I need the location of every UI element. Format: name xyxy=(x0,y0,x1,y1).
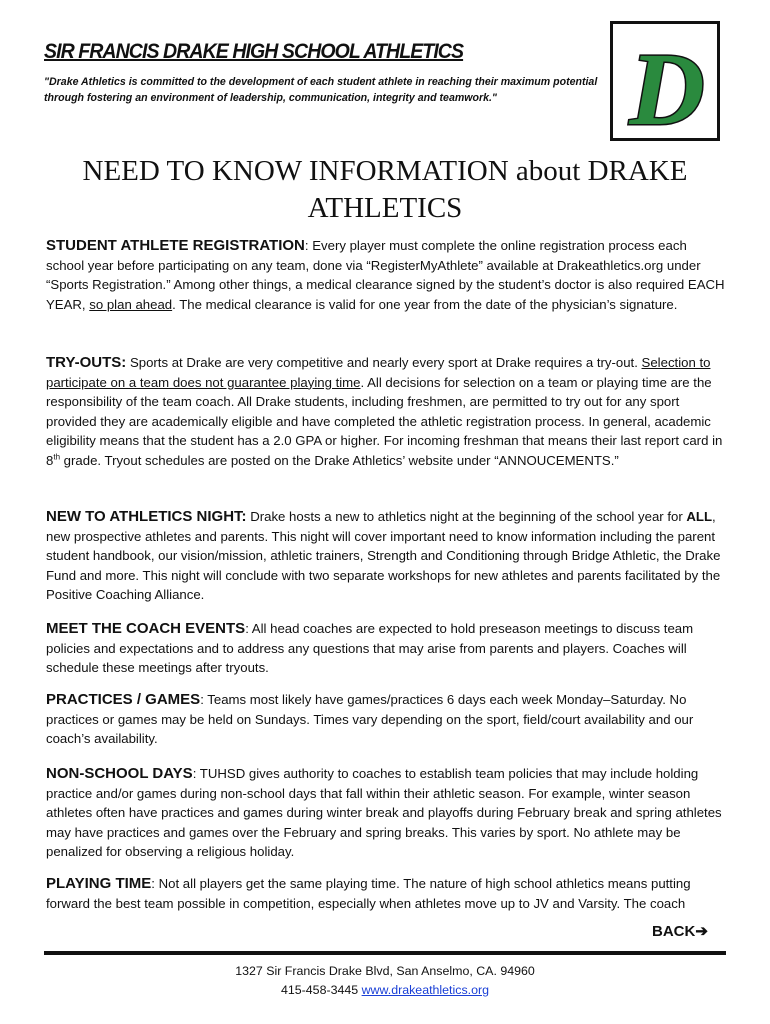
section-text: Drake hosts a new to athletics night at the beginning of the school year for xyxy=(246,509,687,524)
section-text: grade. Tryout schedules are posted on the Drake Athletics’ website under “ANNOUCEMENTS.” xyxy=(60,452,619,468)
section-text: : All head coaches are expected to hold preseason meetings to discuss team policies and expectations and to address any questions that may arise from parents and players. Coaches will schedule these meetings after tryouts. xyxy=(46,621,694,675)
footer-contact xyxy=(0,981,770,1000)
superscript: th xyxy=(53,452,61,462)
section-text: , new prospective athletes and parents. This night will cover important need to know information including the parent student handbook, our vision/mission, athletic trainers, Strength and Conditioning through Bridge Athletic, the Drake Fund and more. This night will conclude with two separate workshops for new athletes and parents facilitated by the Positive Coaching Alliance. xyxy=(46,509,721,602)
page-header xyxy=(44,40,614,106)
footer-divider xyxy=(44,951,726,955)
section-non-school-days xyxy=(46,764,728,862)
back-label: BACK xyxy=(652,923,696,940)
page-title: NEED TO KNOW INFORMATION about DRAKE ATHLETICS xyxy=(82,155,688,224)
footer-phone: 415-458-3445 xyxy=(280,983,362,997)
section-tryouts xyxy=(46,353,728,470)
arrow-right-icon: ➔ xyxy=(695,923,708,940)
section-meet-coach xyxy=(46,619,728,678)
back-link[interactable] xyxy=(652,922,708,940)
section-practices xyxy=(46,690,728,749)
school-title: SIR FRANCIS DRAKE HIGH SCHOOL ATHLETICS xyxy=(44,40,464,63)
section-playing-time xyxy=(46,874,728,913)
section-label: NEW TO ATHLETICS NIGHT: xyxy=(46,508,247,525)
mission-statement: "Drake Athletics is committed to the development of each student athlete in reaching their maximum potential through fostering an environment of leadership, communication, integrity and teamwork." xyxy=(44,76,598,104)
section-label: MEET THE COACH EVENTS xyxy=(46,620,246,637)
section-text: : Teams most likely have games/practices 6 days each week Monday–Saturday. No practices or games may be held on Sundays. Times vary depending on the sport, field/court availability and our coach’s availability. xyxy=(46,692,694,746)
underlined-text: so plan ahead xyxy=(89,296,173,312)
logo-letter: D xyxy=(629,32,705,138)
section-label: NON-SCHOOL DAYS xyxy=(46,765,193,782)
page-footer xyxy=(0,962,770,1000)
section-text: Sports at Drake are very competitive and nearly every sport at Drake requires a try-out. xyxy=(126,355,642,370)
section-label: PRACTICES / GAMES xyxy=(46,691,201,708)
section-new-to-athletics xyxy=(46,507,728,605)
section-label: PLAYING TIME xyxy=(46,875,152,892)
drake-d-logo-icon xyxy=(613,24,717,138)
drake-logo xyxy=(610,21,720,141)
website-link[interactable]: www.drakeathletics.org xyxy=(361,983,489,997)
section-label: TRY-OUTS: xyxy=(46,354,127,371)
section-text: . All decisions for selection on a team or playing time are the responsibility of the team coach. All Drake students, including freshmen, are permitted to try out for any sport provided they are academically eligible and have completed the athletic registration process. In general, academic eligibility means that the student has a 2.0 GPA or higher. For incoming freshman that means their last report card in 8 xyxy=(46,374,723,468)
section-label: STUDENT ATHLETE REGISTRATION xyxy=(46,237,305,254)
section-text: : Every player must complete the online registration process each school year before participating on any team, done via “RegisterMyAthlete” available at Drakeathletics.org under “Sports Registration.” Among other things, a medical clearance signed by the student’s doctor is also required EACH YEAR, xyxy=(46,238,725,312)
footer-address: 1327 Sir Francis Drake Blvd, San Anselmo, CA. 94960 xyxy=(235,964,535,978)
section-text: : TUHSD gives authority to coaches to establish team policies that may include holding practice and/or games during non-school days that fall within their athletic season. For example, winter season athletes often have practices and games during winter break and playoffs during February break and spring athletes may have practices and games over the February and spring breaks. This varies by sport. No athlete may be penalized for observing a religious holiday. xyxy=(46,766,722,859)
section-registration xyxy=(46,236,728,314)
underlined-text: Selection to participate on a team does not guarantee playing time xyxy=(46,355,711,390)
section-text: : Not all players get the same playing time. The nature of high school athletics means putting forward the best team possible in competition, especially when athletes move up to JV and Varsity. The coach xyxy=(46,876,691,911)
section-text: . The medical clearance is valid for one year from the date of the physician’s signature. xyxy=(172,296,678,312)
bold-text: ALL xyxy=(686,509,713,524)
